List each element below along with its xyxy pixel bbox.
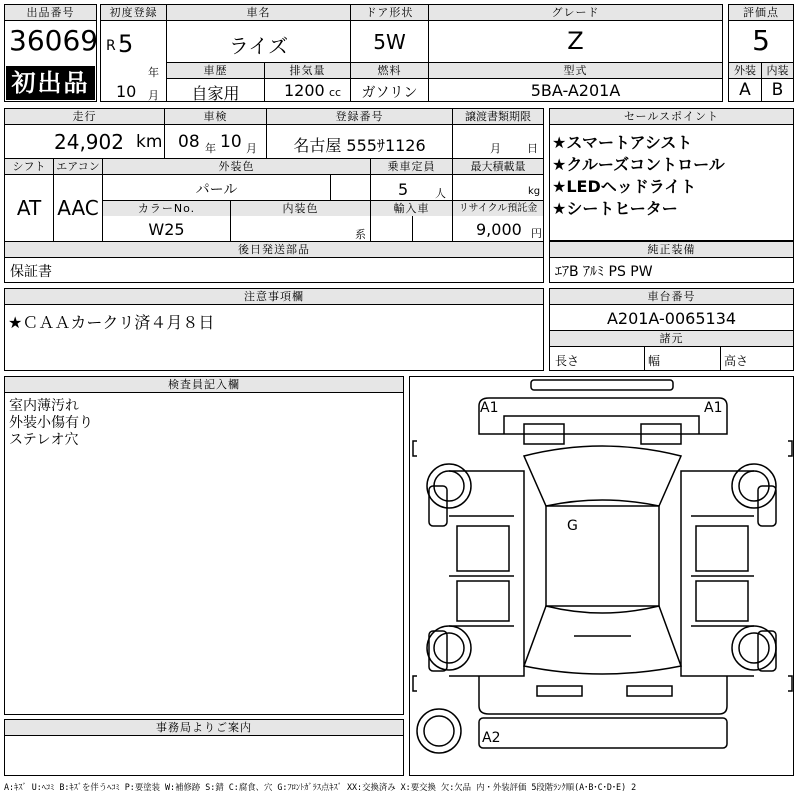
height-label: 高さ	[724, 354, 749, 368]
history-header: 車歴	[167, 63, 264, 78]
interior-score-header: 内装	[762, 63, 793, 78]
fuel-value: ガソリン	[361, 85, 418, 101]
car-name-header: 車名	[167, 5, 350, 20]
lot-number-header: 出品番号	[5, 5, 96, 20]
mileage-header: 走行	[5, 109, 164, 124]
inspection-year-unit: 年	[205, 142, 216, 155]
registration-month: 10	[116, 82, 137, 101]
recycle-header: リサイクル預託金	[453, 201, 543, 216]
inspection-header: 車検	[165, 109, 266, 124]
chassis-header: 車台番号	[550, 289, 793, 304]
notes-value: ★ＣＡＡカークリ済４月８日	[8, 313, 215, 332]
inspection-year: 08	[178, 132, 200, 152]
door-type-header: ドア形状	[351, 5, 428, 20]
selling-point: ★LEDヘッドライト	[552, 177, 697, 196]
recycle-value: 9,000	[476, 220, 522, 239]
plate-header: 登録番号	[267, 109, 452, 124]
interior-color-header: 内装色	[231, 201, 370, 216]
exterior-score-header: 外装	[729, 63, 761, 78]
exterior-color-header: 外装色	[103, 159, 370, 174]
damage-label-a2: A2	[482, 730, 501, 746]
model-header: 型式	[429, 63, 722, 78]
score-header: 評価点	[729, 5, 793, 20]
year-unit: 年	[148, 66, 159, 79]
width-label: 幅	[648, 354, 661, 368]
equipment-value: ｴｱB ｱﾙﾐ PS PW	[555, 264, 653, 280]
transfer-deadline-header: 譲渡書類期限	[453, 109, 543, 124]
selling-point: ★クルーズコントロール	[552, 155, 725, 174]
specs-header: 諸元	[550, 331, 793, 346]
car-name: ライズ	[228, 34, 289, 58]
inspector-note: ステレオ穴	[9, 432, 79, 448]
interior-color-suffix: 系	[355, 228, 366, 241]
inspection-month: 10	[220, 132, 242, 152]
length-label: 長さ	[555, 354, 580, 368]
seats-header: 乗車定員	[371, 159, 452, 174]
fuel-header: 燃料	[351, 63, 428, 78]
legend-footer: A:ｷｽﾞ U:ﾍｺﾐ B:ｷｽﾞを伴うﾍｺﾐ P:要塗装 W:補修跡 S:錆 C:腐食、穴 G:ﾌﾛﾝﾄｶﾞﾗｽ点ｷｽﾞ XX:交換済み X:要交換 欠:欠品 内・外装評価 5段階ﾗﾝｸ順(A･B･C･D･E) 2	[4, 782, 637, 792]
inspector-note: 外装小傷有り	[9, 415, 93, 431]
model-value: 5BA-A201A	[530, 81, 621, 100]
shift-header: シフト	[5, 159, 53, 174]
inspector-note: 室内薄汚れ	[9, 398, 79, 414]
selling-points-header: セールスポイント	[550, 109, 793, 124]
shift-value: AT	[16, 196, 42, 220]
grade-value: Z	[567, 27, 584, 55]
import-header: 輸入車	[371, 201, 452, 216]
lot-number: 36069	[9, 24, 99, 57]
later-parts-header: 後日発送部品	[5, 242, 543, 257]
damage-label-a1-right: A1	[704, 400, 723, 416]
transfer-day-unit: 日	[527, 142, 538, 155]
first-listing-badge: 初出品	[6, 66, 95, 100]
score-value: 5	[752, 24, 770, 57]
history-value: 自家用	[191, 84, 240, 103]
damage-label-a1-left: A1	[480, 400, 499, 416]
first-registration-header: 初度登録	[101, 5, 166, 20]
office-header: 事務局よりご案内	[5, 720, 403, 735]
exterior-score: A	[739, 80, 751, 100]
chassis-value: A201A-0065134	[606, 309, 737, 328]
transfer-month-unit: 月	[490, 142, 501, 155]
color-number-value: W25	[148, 220, 185, 239]
inspector-header: 検査員記入欄	[5, 377, 403, 392]
aircon-value: AAC	[57, 196, 99, 220]
seats-unit: 人	[435, 187, 446, 200]
interior-score: B	[771, 80, 784, 100]
registration-year: 5	[118, 30, 134, 58]
aircon-header: エアコン	[54, 159, 102, 174]
car-diagram	[409, 376, 794, 776]
door-type: 5W	[373, 30, 406, 54]
color-number-header: カラーNo.	[103, 201, 230, 216]
month-unit: 月	[148, 89, 159, 102]
recycle-unit: 円	[531, 227, 542, 240]
selling-point: ★スマートアシスト	[552, 133, 693, 152]
plate-value: 名古屋 555ｻ1126	[293, 136, 426, 155]
displacement-value: 1200	[284, 81, 325, 100]
selling-point: ★シートヒーター	[552, 199, 678, 218]
seats-value: 5	[398, 180, 409, 199]
exterior-color-value: パール	[195, 182, 238, 198]
displacement-header: 排気量	[265, 63, 350, 78]
notes-header: 注意事項欄	[5, 289, 543, 304]
inspection-month-unit: 月	[246, 142, 257, 155]
later-parts-value: 保証書	[10, 264, 52, 280]
grade-header: グレード	[429, 5, 722, 20]
mileage-value: 24,902	[54, 130, 124, 154]
displacement-unit: cc	[329, 86, 342, 99]
mileage-unit: km	[136, 132, 163, 152]
equipment-header: 純正装備	[550, 242, 793, 257]
max-load-unit: kg	[528, 186, 541, 197]
era-letter: R	[106, 38, 116, 54]
damage-label-g: G	[567, 518, 578, 534]
max-load-header: 最大積載量	[453, 159, 543, 174]
